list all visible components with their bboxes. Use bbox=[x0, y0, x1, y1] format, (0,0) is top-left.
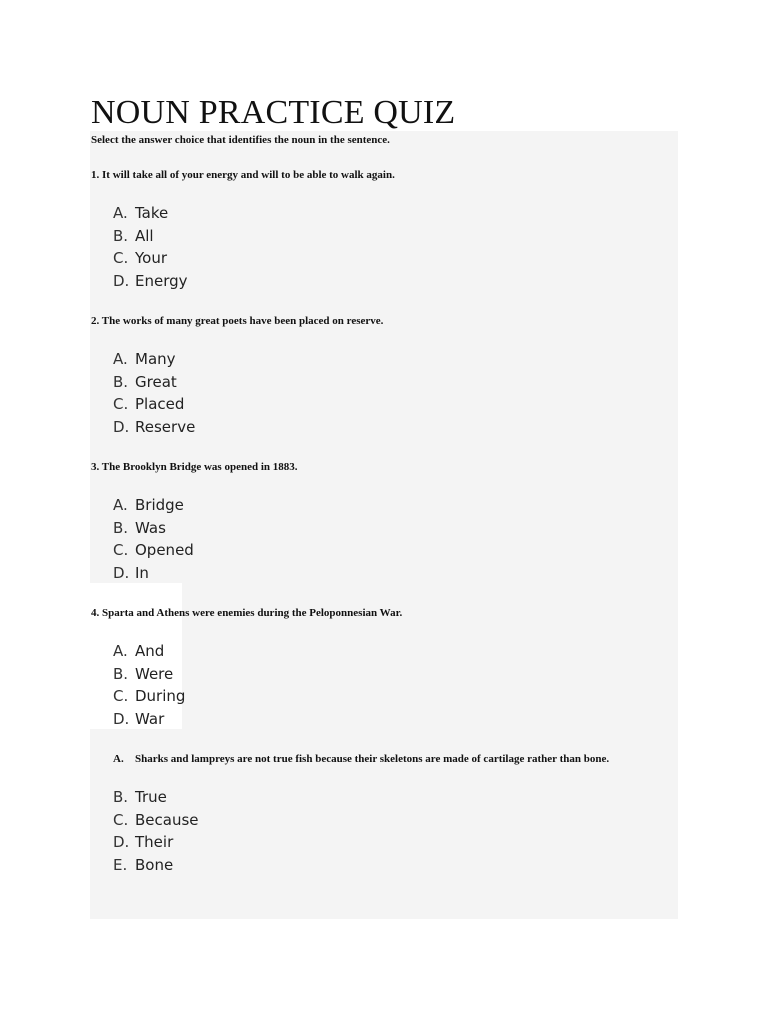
question-4-prompt: 4. Sparta and Athens were enemies during the Peloponnesian War. bbox=[91, 607, 403, 619]
question-2-options bbox=[113, 348, 195, 438]
answer-option[interactable]: A. Bridge bbox=[113, 496, 184, 514]
answer-option[interactable]: D. Reserve bbox=[113, 417, 196, 436]
answer-option[interactable]: C. Placed bbox=[113, 395, 185, 413]
answer-option[interactable]: A. And bbox=[113, 642, 165, 660]
answer-option[interactable]: A. Take bbox=[113, 204, 169, 222]
answer-option[interactable]: B. Was bbox=[113, 518, 166, 537]
answer-option[interactable]: B. True bbox=[113, 788, 167, 806]
question-5-prompt-letter: A. bbox=[113, 753, 124, 765]
question-5-prompt bbox=[113, 752, 609, 766]
answer-option[interactable]: A. Many bbox=[113, 350, 176, 368]
question-2-prompt: 2. The works of many great poets have been placed on reserve. bbox=[91, 315, 384, 327]
background-shade-mid bbox=[182, 583, 678, 729]
answer-option[interactable]: D. Energy bbox=[113, 271, 188, 290]
answer-option[interactable]: C. Your bbox=[113, 249, 168, 267]
instructions: Select the answer choice that identifies the noun in the sentence. bbox=[91, 134, 390, 146]
answer-option[interactable]: D. In bbox=[113, 563, 149, 582]
answer-option[interactable]: C. During bbox=[113, 687, 186, 705]
answer-option[interactable]: C. Opened bbox=[113, 541, 194, 559]
answer-option[interactable]: B. Were bbox=[113, 664, 174, 683]
answer-option[interactable]: D. Their bbox=[113, 833, 174, 851]
question-1-options bbox=[113, 202, 188, 292]
question-3-options bbox=[113, 494, 194, 584]
answer-option[interactable]: B. All bbox=[113, 226, 154, 245]
page-title: NOUN PRACTICE QUIZ bbox=[91, 94, 456, 131]
answer-option[interactable]: C. Because bbox=[113, 810, 199, 829]
answer-option[interactable]: B. Great bbox=[113, 372, 177, 391]
question-3-prompt: 3. The Brooklyn Bridge was opened in 1883. bbox=[91, 461, 298, 473]
question-4-options bbox=[113, 640, 185, 730]
question-5-options bbox=[113, 786, 199, 876]
answer-option[interactable]: E. Bone bbox=[113, 855, 174, 874]
question-1-prompt: 1. It will take all of your energy and will to be able to walk again. bbox=[91, 169, 395, 181]
question-5-prompt-text: Sharks and lampreys are not true fish because their skeletons are made of cartilage rather than bone. bbox=[135, 753, 610, 765]
answer-option[interactable]: D. War bbox=[113, 709, 165, 728]
